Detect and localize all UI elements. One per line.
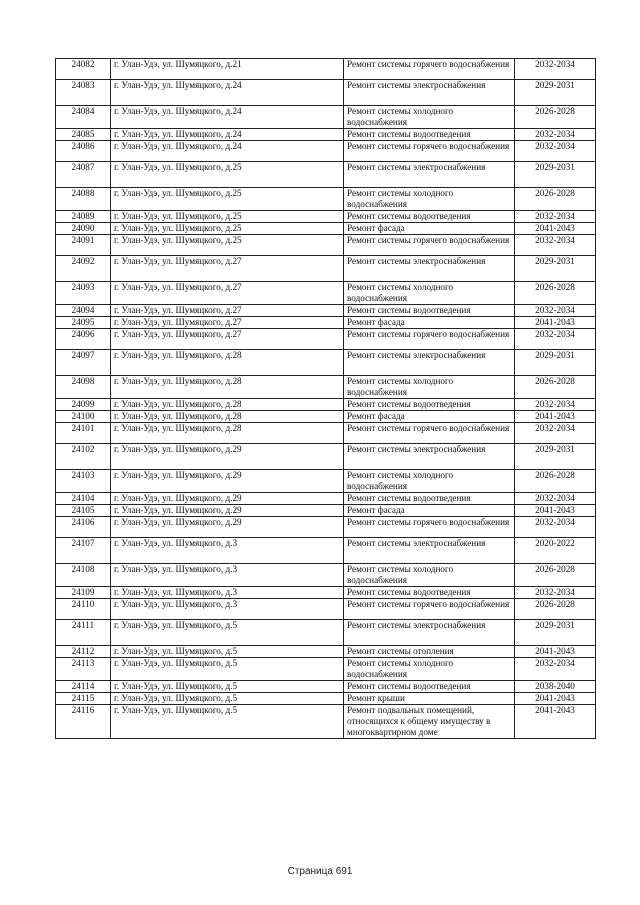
table-row bbox=[56, 282, 596, 305]
row-number-cell: 24106 bbox=[56, 517, 111, 538]
work-type-cell: Ремонт системы горячего водоснабжения bbox=[344, 423, 515, 444]
table-row bbox=[56, 411, 596, 423]
address-cell: г. Улан-Удэ, ул. Шумяцкого, д.27 bbox=[111, 317, 344, 329]
row-number-cell: 24089 bbox=[56, 211, 111, 223]
table-row bbox=[56, 329, 596, 350]
work-type-cell: Ремонт системы холодного водоснабжения bbox=[344, 376, 515, 399]
address-cell: г. Улан-Удэ, ул. Шумяцкого, д.29 bbox=[111, 505, 344, 517]
row-number-cell: 24096 bbox=[56, 329, 111, 350]
work-type-cell: Ремонт системы горячего водоснабжения bbox=[344, 517, 515, 538]
work-type-cell: Ремонт системы горячего водоснабжения bbox=[344, 235, 515, 256]
address-cell: г. Улан-Удэ, ул. Шумяцкого, д.24 bbox=[111, 141, 344, 162]
table-row bbox=[56, 80, 596, 106]
period-cell: 2032-2034 bbox=[515, 129, 596, 141]
table-row bbox=[56, 493, 596, 505]
work-type-cell: Ремонт системы водоотведения bbox=[344, 399, 515, 411]
period-cell: 2032-2034 bbox=[515, 329, 596, 350]
work-type-cell: Ремонт системы водоотведения bbox=[344, 211, 515, 223]
work-type-cell: Ремонт системы электроснабжения bbox=[344, 444, 515, 470]
period-cell: 2032-2034 bbox=[515, 399, 596, 411]
work-type-cell: Ремонт системы холодного водоснабжения bbox=[344, 282, 515, 305]
address-cell: г. Улан-Удэ, ул. Шумяцкого, д.3 bbox=[111, 564, 344, 587]
address-cell: г. Улан-Удэ, ул. Шумяцкого, д.29 bbox=[111, 470, 344, 493]
period-cell: 2029-2031 bbox=[515, 256, 596, 282]
address-cell: г. Улан-Удэ, ул. Шумяцкого, д.28 bbox=[111, 350, 344, 376]
table-row bbox=[56, 211, 596, 223]
row-number-cell: 24101 bbox=[56, 423, 111, 444]
work-type-cell: Ремонт фасада bbox=[344, 223, 515, 235]
row-number-cell: 24111 bbox=[56, 620, 111, 646]
row-number-cell: 24092 bbox=[56, 256, 111, 282]
work-type-cell: Ремонт системы горячего водоснабжения bbox=[344, 329, 515, 350]
table-row bbox=[56, 620, 596, 646]
work-type-cell: Ремонт фасада bbox=[344, 505, 515, 517]
address-cell: г. Улан-Удэ, ул. Шумяцкого, д.25 bbox=[111, 162, 344, 188]
table-row bbox=[56, 235, 596, 256]
table-row bbox=[56, 599, 596, 620]
period-cell: 2038-2040 bbox=[515, 681, 596, 693]
work-type-cell: Ремонт системы водоотведения bbox=[344, 493, 515, 505]
row-number-cell: 24095 bbox=[56, 317, 111, 329]
work-type-cell: Ремонт крыши bbox=[344, 693, 515, 705]
address-cell: г. Улан-Удэ, ул. Шумяцкого, д.5 bbox=[111, 693, 344, 705]
table-row bbox=[56, 223, 596, 235]
work-type-cell: Ремонт фасада bbox=[344, 411, 515, 423]
address-cell: г. Улан-Удэ, ул. Шумяцкого, д.28 bbox=[111, 399, 344, 411]
period-cell: 2032-2034 bbox=[515, 305, 596, 317]
work-type-cell: Ремонт системы электроснабжения bbox=[344, 350, 515, 376]
table-body bbox=[56, 59, 596, 739]
period-cell: 2029-2031 bbox=[515, 350, 596, 376]
repair-schedule-table bbox=[55, 58, 596, 739]
row-number-cell: 24083 bbox=[56, 80, 111, 106]
table-row bbox=[56, 305, 596, 317]
table-row bbox=[56, 399, 596, 411]
period-cell: 2032-2034 bbox=[515, 59, 596, 80]
row-number-cell: 24094 bbox=[56, 305, 111, 317]
address-cell: г. Улан-Удэ, ул. Шумяцкого, д.3 bbox=[111, 587, 344, 599]
period-cell: 2026-2028 bbox=[515, 106, 596, 129]
address-cell: г. Улан-Удэ, ул. Шумяцкого, д.25 bbox=[111, 211, 344, 223]
table-row bbox=[56, 188, 596, 211]
work-type-cell: Ремонт системы водоотведения bbox=[344, 305, 515, 317]
work-type-cell: Ремонт подвальных помещений, относящихся к общему имуществу в многоквартирном доме bbox=[344, 705, 515, 739]
table-row bbox=[56, 129, 596, 141]
address-cell: г. Улан-Удэ, ул. Шумяцкого, д.28 bbox=[111, 423, 344, 444]
work-type-cell: Ремонт системы горячего водоснабжения bbox=[344, 599, 515, 620]
row-number-cell: 24115 bbox=[56, 693, 111, 705]
table-row bbox=[56, 444, 596, 470]
row-number-cell: 24103 bbox=[56, 470, 111, 493]
address-cell: г. Улан-Удэ, ул. Шумяцкого, д.25 bbox=[111, 188, 344, 211]
work-type-cell: Ремонт системы холодного водоснабжения bbox=[344, 564, 515, 587]
row-number-cell: 24088 bbox=[56, 188, 111, 211]
table-row bbox=[56, 470, 596, 493]
page-number: Страница 691 bbox=[287, 866, 353, 877]
row-number-cell: 24108 bbox=[56, 564, 111, 587]
row-number-cell: 24085 bbox=[56, 129, 111, 141]
table-row bbox=[56, 317, 596, 329]
row-number-cell: 24093 bbox=[56, 282, 111, 305]
work-type-cell: Ремонт системы холодного водоснабжения bbox=[344, 658, 515, 681]
work-type-cell: Ремонт системы горячего водоснабжения bbox=[344, 59, 515, 80]
address-cell: г. Улан-Удэ, ул. Шумяцкого, д.29 bbox=[111, 493, 344, 505]
address-cell: г. Улан-Удэ, ул. Шумяцкого, д.27 bbox=[111, 305, 344, 317]
address-cell: г. Улан-Удэ, ул. Шумяцкого, д.5 bbox=[111, 681, 344, 693]
address-cell: г. Улан-Удэ, ул. Шумяцкого, д.5 bbox=[111, 705, 344, 739]
row-number-cell: 24105 bbox=[56, 505, 111, 517]
work-type-cell: Ремонт системы холодного водоснабжения bbox=[344, 106, 515, 129]
period-cell: 2032-2034 bbox=[515, 235, 596, 256]
address-cell: г. Улан-Удэ, ул. Шумяцкого, д.21 bbox=[111, 59, 344, 80]
address-cell: г. Улан-Удэ, ул. Шумяцкого, д.3 bbox=[111, 599, 344, 620]
table-row bbox=[56, 106, 596, 129]
period-cell: 2032-2034 bbox=[515, 211, 596, 223]
period-cell: 2026-2028 bbox=[515, 599, 596, 620]
row-number-cell: 24107 bbox=[56, 538, 111, 564]
table-row bbox=[56, 587, 596, 599]
period-cell: 2026-2028 bbox=[515, 564, 596, 587]
period-cell: 2029-2031 bbox=[515, 620, 596, 646]
table-row bbox=[56, 505, 596, 517]
work-type-cell: Ремонт системы горячего водоснабжения bbox=[344, 141, 515, 162]
table-row bbox=[56, 141, 596, 162]
row-number-cell: 24110 bbox=[56, 599, 111, 620]
period-cell: 2029-2031 bbox=[515, 162, 596, 188]
row-number-cell: 24082 bbox=[56, 59, 111, 80]
row-number-cell: 24113 bbox=[56, 658, 111, 681]
period-cell: 2032-2034 bbox=[515, 587, 596, 599]
work-type-cell: Ремонт системы холодного водоснабжения bbox=[344, 188, 515, 211]
period-cell: 2020-2022 bbox=[515, 538, 596, 564]
period-cell: 2041-2043 bbox=[515, 705, 596, 739]
table-row bbox=[56, 705, 596, 739]
row-number-cell: 24109 bbox=[56, 587, 111, 599]
address-cell: г. Улан-Удэ, ул. Шумяцкого, д.25 bbox=[111, 235, 344, 256]
address-cell: г. Улан-Удэ, ул. Шумяцкого, д.5 bbox=[111, 620, 344, 646]
table-row bbox=[56, 162, 596, 188]
period-cell: 2041-2043 bbox=[515, 693, 596, 705]
row-number-cell: 24104 bbox=[56, 493, 111, 505]
table-row bbox=[56, 681, 596, 693]
work-type-cell: Ремонт системы водоотведения bbox=[344, 587, 515, 599]
work-type-cell: Ремонт системы холодного водоснабжения bbox=[344, 470, 515, 493]
period-cell: 2041-2043 bbox=[515, 646, 596, 658]
table-row bbox=[56, 517, 596, 538]
work-type-cell: Ремонт системы водоотведения bbox=[344, 681, 515, 693]
row-number-cell: 24100 bbox=[56, 411, 111, 423]
period-cell: 2029-2031 bbox=[515, 444, 596, 470]
period-cell: 2041-2043 bbox=[515, 317, 596, 329]
period-cell: 2041-2043 bbox=[515, 223, 596, 235]
period-cell: 2026-2028 bbox=[515, 282, 596, 305]
row-number-cell: 24086 bbox=[56, 141, 111, 162]
row-number-cell: 24099 bbox=[56, 399, 111, 411]
work-type-cell: Ремонт фасада bbox=[344, 317, 515, 329]
address-cell: г. Улан-Удэ, ул. Шумяцкого, д.24 bbox=[111, 129, 344, 141]
address-cell: г. Улан-Удэ, ул. Шумяцкого, д.5 bbox=[111, 658, 344, 681]
period-cell: 2032-2034 bbox=[515, 517, 596, 538]
address-cell: г. Улан-Удэ, ул. Шумяцкого, д.27 bbox=[111, 282, 344, 305]
address-cell: г. Улан-Удэ, ул. Шумяцкого, д.3 bbox=[111, 538, 344, 564]
table-row bbox=[56, 693, 596, 705]
row-number-cell: 24091 bbox=[56, 235, 111, 256]
row-number-cell: 24097 bbox=[56, 350, 111, 376]
work-type-cell: Ремонт системы отопления bbox=[344, 646, 515, 658]
address-cell: г. Улан-Удэ, ул. Шумяцкого, д.28 bbox=[111, 376, 344, 399]
row-number-cell: 24090 bbox=[56, 223, 111, 235]
address-cell: г. Улан-Удэ, ул. Шумяцкого, д.27 bbox=[111, 329, 344, 350]
period-cell: 2026-2028 bbox=[515, 376, 596, 399]
address-cell: г. Улан-Удэ, ул. Шумяцкого, д.5 bbox=[111, 646, 344, 658]
table-row bbox=[56, 376, 596, 399]
address-cell: г. Улан-Удэ, ул. Шумяцкого, д.29 bbox=[111, 444, 344, 470]
work-type-cell: Ремонт системы электроснабжения bbox=[344, 620, 515, 646]
table-row bbox=[56, 59, 596, 80]
period-cell: 2041-2043 bbox=[515, 411, 596, 423]
table-row bbox=[56, 538, 596, 564]
row-number-cell: 24114 bbox=[56, 681, 111, 693]
address-cell: г. Улан-Удэ, ул. Шумяцкого, д.24 bbox=[111, 106, 344, 129]
row-number-cell: 24084 bbox=[56, 106, 111, 129]
period-cell: 2026-2028 bbox=[515, 470, 596, 493]
table-row bbox=[56, 423, 596, 444]
table-row bbox=[56, 658, 596, 681]
row-number-cell: 24112 bbox=[56, 646, 111, 658]
row-number-cell: 24102 bbox=[56, 444, 111, 470]
table-row bbox=[56, 564, 596, 587]
period-cell: 2032-2034 bbox=[515, 493, 596, 505]
address-cell: г. Улан-Удэ, ул. Шумяцкого, д.24 bbox=[111, 80, 344, 106]
work-type-cell: Ремонт системы водоотведения bbox=[344, 129, 515, 141]
table-row bbox=[56, 350, 596, 376]
row-number-cell: 24087 bbox=[56, 162, 111, 188]
table-row bbox=[56, 256, 596, 282]
row-number-cell: 24098 bbox=[56, 376, 111, 399]
period-cell: 2032-2034 bbox=[515, 423, 596, 444]
work-type-cell: Ремонт системы электроснабжения bbox=[344, 80, 515, 106]
work-type-cell: Ремонт системы электроснабжения bbox=[344, 538, 515, 564]
address-cell: г. Улан-Удэ, ул. Шумяцкого, д.29 bbox=[111, 517, 344, 538]
table-row bbox=[56, 646, 596, 658]
work-type-cell: Ремонт системы электроснабжения bbox=[344, 256, 515, 282]
work-type-cell: Ремонт системы электроснабжения bbox=[344, 162, 515, 188]
address-cell: г. Улан-Удэ, ул. Шумяцкого, д.27 bbox=[111, 256, 344, 282]
period-cell: 2029-2031 bbox=[515, 80, 596, 106]
row-number-cell: 24116 bbox=[56, 705, 111, 739]
period-cell: 2041-2043 bbox=[515, 505, 596, 517]
period-cell: 2026-2028 bbox=[515, 188, 596, 211]
period-cell: 2032-2034 bbox=[515, 658, 596, 681]
address-cell: г. Улан-Удэ, ул. Шумяцкого, д.28 bbox=[111, 411, 344, 423]
period-cell: 2032-2034 bbox=[515, 141, 596, 162]
address-cell: г. Улан-Удэ, ул. Шумяцкого, д.25 bbox=[111, 223, 344, 235]
